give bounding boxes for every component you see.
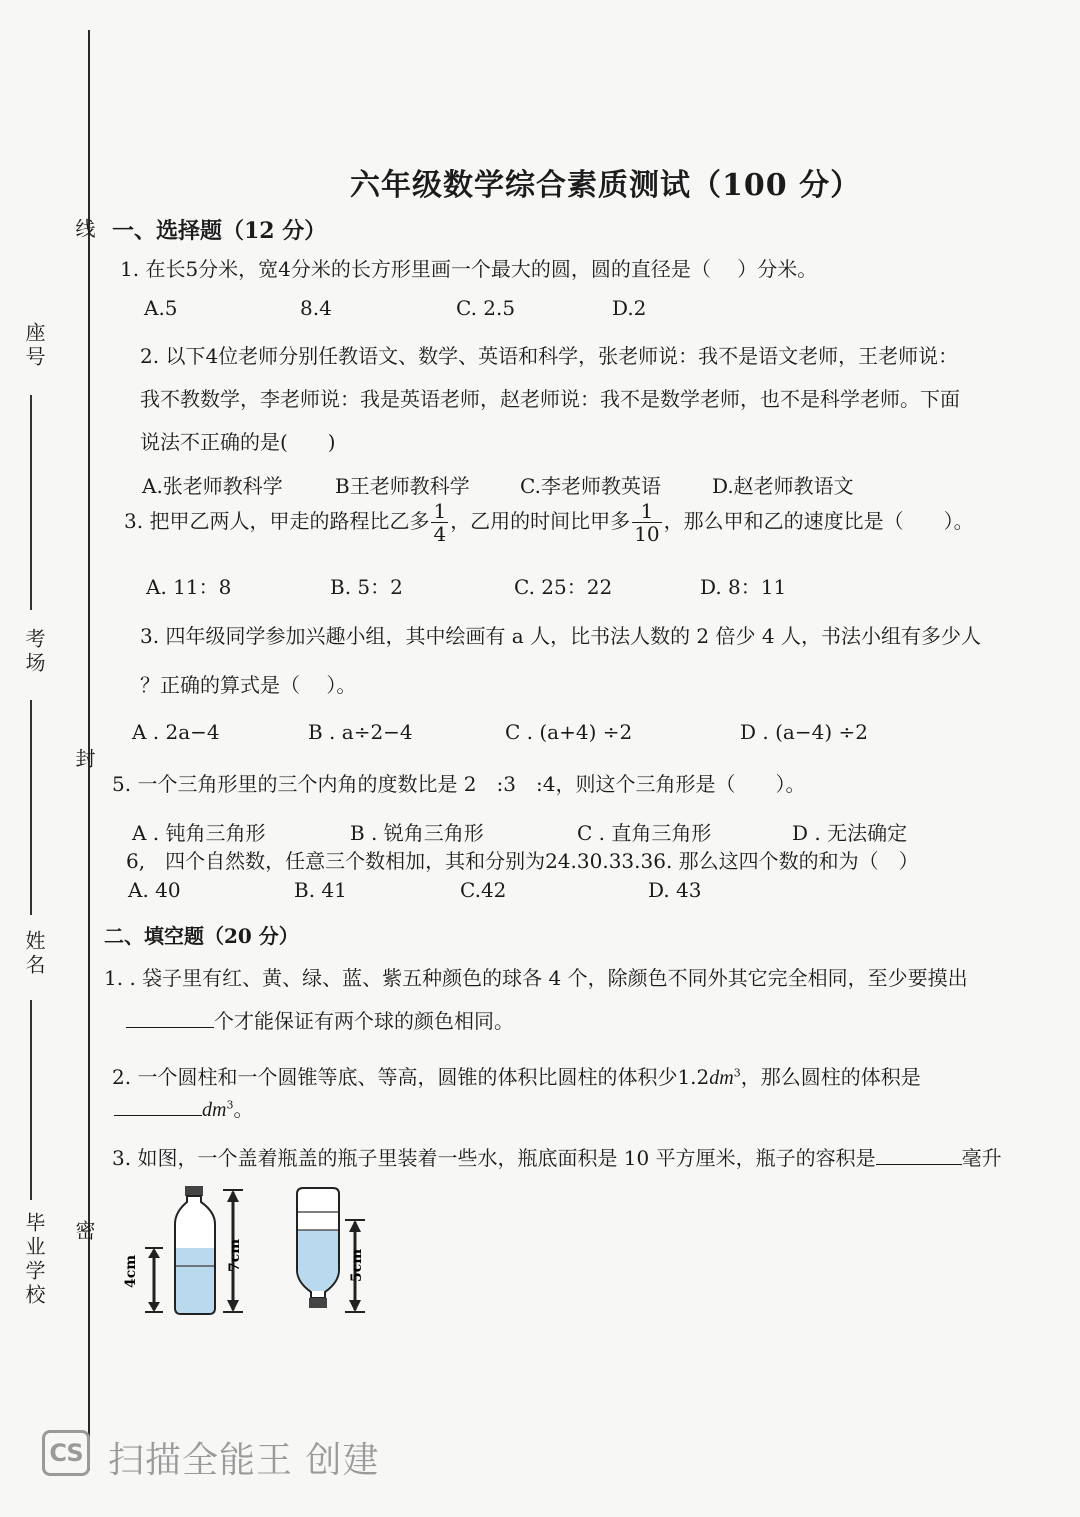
upright-bottle (175, 1186, 215, 1314)
q2-option-b: B王老师教科学 (335, 474, 470, 498)
seat-number-line (30, 395, 32, 610)
q3-frac1-den: 4 (433, 522, 447, 546)
label-5cm: 5cm (349, 1248, 365, 1282)
q3-option-d: D. 8：11 (700, 575, 787, 599)
seal-mark-secret: 密 (72, 1220, 96, 1240)
exam-room-line (30, 700, 32, 915)
f2-line1 (112, 1061, 921, 1090)
camscanner-logo-icon: CS (42, 1430, 90, 1476)
f2-answer-blank[interactable] (114, 1115, 202, 1116)
q5-option-d: D . 无法确定 (792, 821, 908, 845)
label-4cm: 4cm (123, 1254, 139, 1288)
q6-option-c: C.42 (460, 878, 507, 902)
bottle-cap-2 (309, 1298, 327, 1308)
f1-line2-text: 个才能保证有两个球的颜色相同。 (214, 1009, 514, 1033)
q3-option-a: A. 11：8 (146, 575, 232, 599)
q2-option-d: D.赵老师教语文 (712, 474, 854, 498)
f2-text: 2. 一个圆柱和一个圆锥等底、等高，圆锥的体积比圆柱的体积少1.2 (112, 1065, 710, 1089)
school-label: 毕业学校 (22, 1212, 46, 1308)
section2-heading: 二、填空题（20 分） (104, 924, 299, 948)
f2-unit-2: dm (202, 1099, 227, 1121)
q5-option-a: A . 钝角三角形 (132, 821, 266, 845)
q4-option-b: B . a÷2−4 (308, 720, 413, 744)
q3-frac2-num: 1 (632, 500, 661, 523)
q6-option-b: B. 41 (294, 878, 347, 902)
f3-answer-blank[interactable] (876, 1164, 962, 1165)
q2-option-a: A.张老师教科学 (142, 474, 283, 498)
bottle-cap-1 (185, 1186, 203, 1196)
q3-option-c: C. 25：22 (514, 575, 613, 599)
q6-option-d: D. 43 (648, 878, 702, 902)
q2-line3: 说法不正确的是( ) (140, 430, 336, 454)
f1-line1: 1. . 袋子里有红、黄、绿、蓝、紫五种颜色的球各 4 个，除颜色不同外其它完全相同，至少要摸出 (104, 966, 968, 990)
q3-option-b: B. 5：2 (330, 575, 403, 599)
f3-end: 毫升 (961, 1146, 1002, 1170)
q1-option-c: C. 2.5 (456, 296, 516, 320)
q4-option-c: C . (a+4) ÷2 (505, 720, 633, 744)
name-label: 姓名 (22, 930, 46, 978)
f2-text-end: ，那么圆柱的体积是 (740, 1065, 921, 1089)
f2-unit: dm (709, 1067, 734, 1089)
q2-line1: 2. 以下4位老师分别任教语文、数学、英语和科学，张老师说：我不是语文老师，王老师说： (140, 344, 959, 368)
q4-option-a: A . 2a−4 (132, 720, 220, 744)
watermark-text: 扫描全能王 创建 (108, 1440, 380, 1481)
q3-fraction-2 (632, 500, 661, 545)
seat-number-label: 座号 (22, 322, 46, 370)
bottle-figure (115, 1178, 385, 1318)
q4-line1: 3. 四年级同学参加兴趣小组，其中绘画有 a 人，比书法人数的 2 倍少 4 人，书法小组有多少人 (140, 624, 981, 648)
label-7cm: 7cm (227, 1238, 243, 1272)
q6-text: 6, 四个自然数，任意三个数相加，其和分别为24.30.33.36. 那么这四个数的和为（ ） (126, 849, 919, 873)
q2-line2: 我不教数学，李老师说：我是英语老师，赵老师说：我不是数学老师，也不是科学老师。下面 (140, 387, 960, 411)
q3-text-b: ，乙用的时间比甲多 (450, 509, 631, 533)
seal-mark-seal: 封 (72, 748, 96, 768)
q3-line (124, 500, 974, 545)
q6-option-a: A. 40 (128, 878, 181, 902)
inverted-bottle (297, 1188, 339, 1308)
f3-line (112, 1142, 1002, 1171)
q4-option-d: D . (a−4) ÷2 (740, 720, 868, 744)
q3-frac1-num: 1 (433, 499, 447, 523)
q1-option-b: 8.4 (300, 296, 332, 320)
f2-line2-end: 。 (233, 1097, 254, 1121)
q1-text: 1. 在长5分米，宽4分米的长方形里画一个最大的圆，圆的直径是（ ）分米。 (120, 257, 818, 281)
water-1 (176, 1248, 214, 1313)
q5-text: 5. 一个三角形里的三个内角的度数比是 2 :3 :4，则这个三角形是（ ）。 (112, 772, 806, 796)
arrow-4cm (145, 1248, 163, 1312)
q3-fraction-1 (431, 500, 448, 545)
f2-exp-2: 3 (226, 1098, 234, 1112)
q1-option-d: D.2 (612, 296, 647, 320)
f2-line2 (114, 1093, 253, 1122)
q3-frac2-den: 10 (634, 522, 660, 546)
seal-mark-line: 线 (72, 218, 96, 238)
f3-text: 3. 如图，一个盖着瓶盖的瓶子里装着一些水，瓶底面积是 10 平方厘米，瓶子的容积是 (112, 1146, 876, 1170)
f1-answer-blank[interactable] (126, 1027, 214, 1028)
page-title: 六年级数学综合素质测试（100 分） (350, 168, 862, 203)
section1-heading: 一、选择题（12 分） (112, 218, 327, 244)
f2-exp: 3 (733, 1066, 741, 1080)
q2-option-c: C.李老师教英语 (520, 474, 661, 498)
q5-option-c: C . 直角三角形 (577, 821, 712, 845)
q3-text-c: ，那么甲和乙的速度比是（ ）。 (663, 509, 974, 533)
q3-text-a: 3. 把甲乙两人，甲走的路程比乙多 (124, 509, 430, 533)
name-line (30, 1000, 32, 1200)
q5-option-b: B . 锐角三角形 (350, 821, 484, 845)
f1-line2 (126, 1005, 514, 1034)
exam-room-label: 考场 (22, 628, 46, 676)
water-2 (298, 1230, 338, 1291)
q4-line2: ？正确的算式是（ ）。 (140, 673, 357, 697)
q1-option-a: A.5 (144, 296, 178, 320)
